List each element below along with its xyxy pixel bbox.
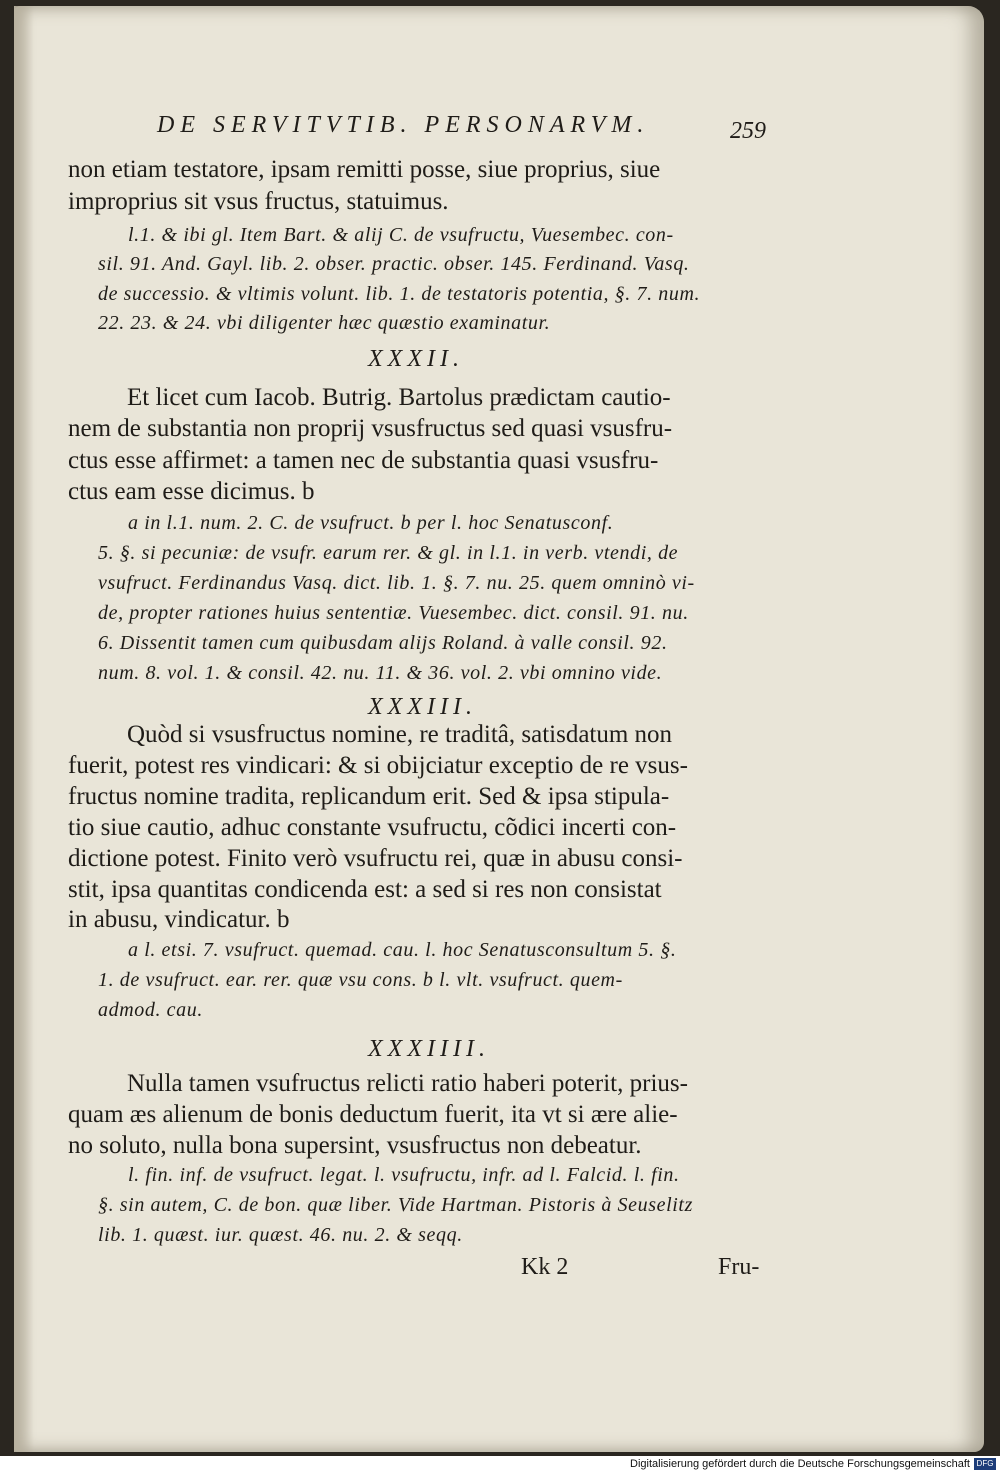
body-line: in abusu, vindicatur. b [68, 906, 290, 933]
citation-line: l.1. & ibi gl. Item Bart. & alij C. de vsufructu, Vuesembec. con- [128, 224, 674, 246]
citation-line: lib. 1. quæst. iur. quæst. 46. nu. 2. & seqq. [98, 1224, 463, 1246]
citation-line: 1. de vsufruct. ear. rer. quæ vsu cons. b l. vlt. vsufruct. quem- [98, 969, 623, 991]
body-line: fructus nomine tradita, replicandum erit. Sed & ipsa stipula- [68, 783, 670, 810]
body-line: quam æs alienum de bonis deductum fuerit, ita vt si ære alie- [68, 1101, 678, 1128]
citation-line: l. fin. inf. de vsufruct. legat. l. vsufructu, infr. ad l. Falcid. l. fin. [128, 1164, 680, 1186]
citation-line: num. 8. vol. 1. & consil. 42. nu. 11. & 36. vol. 2. vbi omnino vide. [98, 662, 663, 684]
running-header: DE SERVITVTIB. PERSONARVM. [157, 112, 650, 138]
body-line: improprius sit vsus fructus, statuimus. [68, 188, 449, 215]
section-number: XXXIIII. [368, 1036, 490, 1062]
footer-credit: Digitalisierung gefördert durch die Deutsche Forschungsgemeinschaft [630, 1458, 970, 1470]
body-line: stit, ipsa quantitas condicenda est: a sed si res non consistat [68, 876, 662, 903]
body-line: tio siue cautio, adhuc constante vsufructu, cõdici incerti con- [68, 814, 677, 841]
body-line: nem de substantia non proprij vsusfructus sed quasi vsusfru- [68, 415, 673, 442]
body-line: Nulla tamen vsufructus relicti ratio haberi poterit, prius- [127, 1070, 688, 1097]
footer-bar [0, 1456, 1000, 1474]
body-line: ctus esse affirmet: a tamen nec de substantia quasi vsusfru- [68, 447, 659, 474]
citation-line: admod. cau. [98, 999, 203, 1021]
citation-line: a in l.1. num. 2. C. de vsufruct. b per l. hoc Senatusconf. [128, 512, 614, 534]
citation-line: 5. §. si pecuniæ: de vsufr. earum rer. & gl. in l.1. in verb. vtendi, de [98, 542, 679, 564]
citation-line: 6. Dissentit tamen cum quibusdam alijs Roland. à valle consil. 92. [98, 632, 668, 654]
body-line: Et licet cum Iacob. Butrig. Bartolus prædictam cautio- [127, 384, 671, 411]
body-line: ctus eam esse dicimus. b [68, 478, 315, 505]
citation-line: sil. 91. And. Gayl. lib. 2. obser. practic. obser. 145. Ferdinand. Vasq. [98, 253, 690, 275]
body-line: dictione potest. Finito verò vsufructu rei, quæ in abusu consi- [68, 845, 683, 872]
catchword: Kk 2 [521, 1254, 569, 1280]
dfg-logo: DFG [974, 1458, 996, 1470]
section-number: XXXIII. [368, 694, 477, 720]
body-line: Quòd si vsusfructus nomine, re traditâ, satisdatum non [127, 721, 673, 748]
citation-line: de, propter rationes huius sententiæ. Vuesembec. dict. consil. 91. nu. [98, 602, 689, 624]
catchword: Fru- [718, 1254, 760, 1280]
citation-line: 22. 23. & 24. vbi diligenter hæc quæstio examinatur. [98, 312, 551, 334]
body-line: no soluto, nulla bona supersint, vsusfructus non debeatur. [68, 1132, 642, 1159]
section-number: XXXII. [368, 346, 464, 372]
citation-line: a l. etsi. 7. vsufruct. quemad. cau. l. hoc Senatusconsultum 5. §. [128, 939, 677, 961]
body-line: fuerit, potest res vindicari: & si obijciatur exceptio de re vsus- [68, 752, 688, 779]
citation-line: vsufruct. Ferdinandus Vasq. dict. lib. 1. §. 7. nu. 25. quem omninò vi- [98, 572, 695, 594]
page-number: 259 [730, 118, 766, 144]
body-line: non etiam testatore, ipsam remitti posse, siue proprius, siue [68, 156, 661, 183]
citation-line: §. sin autem, C. de bon. quæ liber. Vide Hartman. Pistoris à Seuselitz [98, 1194, 693, 1216]
citation-line: de successio. & vltimis volunt. lib. 1. de testatoris potentia, §. 7. num. [98, 283, 701, 305]
